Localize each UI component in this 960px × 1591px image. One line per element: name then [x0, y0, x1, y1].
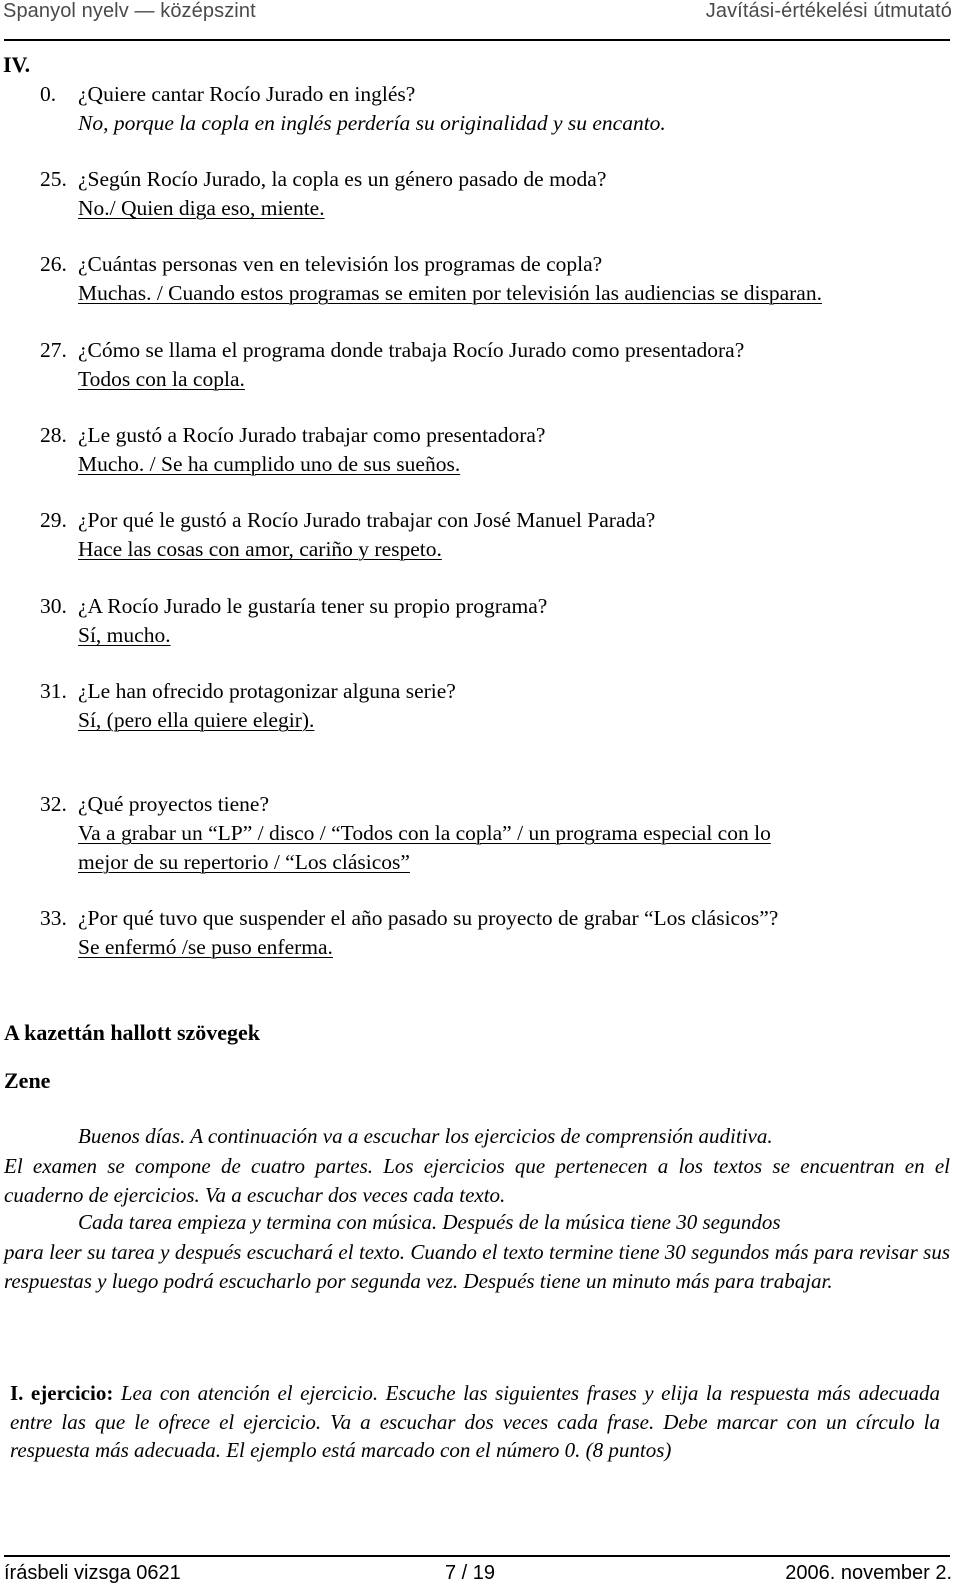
question-number: 28.	[40, 423, 67, 447]
question-text: ¿Quiere cantar Rocío Jurado en inglés?	[78, 82, 416, 106]
exercise-instruction	[10, 1379, 940, 1465]
question-text: ¿Por qué le gustó a Rocío Jurado trabajar con José Manuel Parada?	[78, 508, 656, 532]
answer-33: Se enfermó /se puso enferma.	[78, 935, 333, 959]
question-number: 31.	[40, 679, 67, 703]
answer-26: Muchas. / Cuando estos programas se emiten por televisión las audiencias se disparan.	[78, 281, 822, 305]
question-26	[40, 252, 603, 277]
question-number: 32.	[40, 792, 67, 816]
question-0	[40, 82, 416, 107]
paragraph-1-body: El examen se compone de cuatro partes. Los ejercicios que pertenecen a los textos se encuentran en el cuaderno de ejercicios. Va a escuchar dos veces cada texto.	[4, 1154, 950, 1207]
page-number: 7 / 19	[445, 1562, 496, 1584]
question-number: 27.	[40, 338, 67, 362]
paragraph-2-body: para leer su tarea y después escuchará el texto. Cuando el texto termine tiene 30 segundos más para revisar sus respuestas y luego podrá escucharlo por segunda vez. Después tiene un minuto más para trabajar.	[4, 1240, 950, 1293]
paragraph-1-line-1: Buenos días. A continuación va a escuchar los ejercicios de comprensión auditiva.	[78, 1124, 773, 1148]
answer-28: Mucho. / Se ha cumplido uno de sus sueños.	[78, 452, 461, 476]
footer-date: 2006. november 2.	[785, 1562, 952, 1584]
question-text: ¿Cómo se llama el programa donde trabaja Rocío Jurado como presentadora?	[78, 338, 745, 362]
section-number: IV.	[3, 52, 31, 77]
answer-27: Todos con la copla.	[78, 367, 245, 391]
footer-divider	[4, 1555, 950, 1557]
answer-32-line1: Va a grabar un “LP” / disco / “Todos con la copla” / un programa especial con lo	[78, 821, 771, 845]
question-27	[40, 338, 745, 363]
header-guide-title: Javítási-értékelési útmutató	[705, 0, 952, 22]
question-text: ¿Cuántas personas ven en televisión los programas de copla?	[78, 252, 603, 276]
question-32	[40, 792, 270, 817]
header-subject: Spanyol nyelv — középszint	[3, 0, 256, 22]
question-number: 29.	[40, 508, 67, 532]
exercise-points: (8 puntos)	[585, 1438, 672, 1463]
answer-32-line2: mejor de su repertorio / “Los clásicos”	[78, 850, 410, 874]
question-number: 26.	[40, 252, 67, 276]
exercise-label: I. ejercicio:	[10, 1381, 114, 1405]
question-text: ¿Por qué tuvo que suspender el año pasado su proyecto de grabar “Los clásicos”?	[78, 906, 779, 930]
answer-25: No./ Quien diga eso, miente.	[78, 196, 325, 220]
question-text: ¿Qué proyectos tiene?	[78, 792, 270, 816]
paragraph-2-line-1: Cada tarea empieza y termina con música. Después de la música tiene 30 segundos	[78, 1210, 781, 1234]
question-33	[40, 906, 779, 931]
question-31	[40, 679, 456, 704]
answer-30: Sí, mucho.	[78, 623, 171, 647]
question-number: 25.	[40, 167, 67, 191]
question-text: ¿Según Rocío Jurado, la copla es un género pasado de moda?	[78, 167, 607, 191]
question-text: ¿Le han ofrecido protagonizar alguna serie?	[78, 679, 456, 703]
sub-heading: Zene	[4, 1068, 51, 1093]
question-29	[40, 508, 656, 533]
question-25	[40, 167, 607, 192]
question-number: 0.	[40, 82, 57, 106]
answer-29: Hace las cosas con amor, cariño y respeto.	[78, 537, 442, 561]
answer-31: Sí, (pero ella quiere elegir).	[78, 708, 315, 732]
question-text: ¿A Rocío Jurado le gustaría tener su propio programa?	[78, 594, 548, 618]
question-text: ¿Le gustó a Rocío Jurado trabajar como presentadora?	[78, 423, 546, 447]
question-number: 30.	[40, 594, 67, 618]
question-28	[40, 423, 546, 448]
exercise-text: Lea con atención el ejercicio. Escuche las siguientes frases y elija la respuesta más adecuada entre las que le ofrece el ejercicio. Va a escuchar dos veces cada frase. Debe marcar con un círculo la respuesta más adecuada. El ejemplo está marcado con el número 0.	[10, 1381, 940, 1463]
header-divider	[4, 39, 950, 41]
footer-exam-code: írásbeli vizsga 0621	[4, 1562, 181, 1584]
question-number: 33.	[40, 906, 67, 930]
section-heading: A kazettán hallott szövegek	[4, 1020, 261, 1045]
answer-0: No, porque la copla en inglés perdería su originalidad y su encanto.	[78, 111, 666, 135]
question-30	[40, 594, 548, 619]
